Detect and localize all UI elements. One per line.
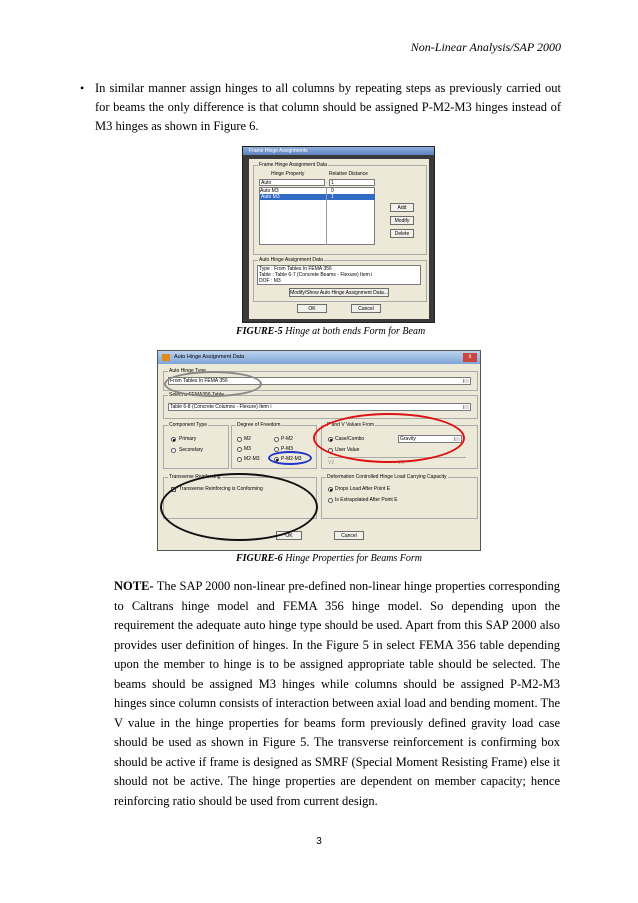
highlight-ellipse-auto-hinge xyxy=(164,371,262,397)
figure6-dialog xyxy=(157,350,481,551)
extrapolated-label: Is Extrapolated After Point E xyxy=(335,497,398,503)
bullet-text: In similar manner assign hinges to all columns by repeating steps as previously carried out for beams the only difference is that column should be assigned P-M2-M3 hinges instead of M3 hinges as shown in Figure 6. xyxy=(95,81,561,133)
delete-button[interactable]: Delete xyxy=(390,229,414,238)
dof-m3-radio[interactable] xyxy=(237,447,242,452)
hinge-assignment-group-label: Frame Hinge Assignment Data xyxy=(259,162,328,168)
dof-m2-radio[interactable] xyxy=(237,437,242,442)
hinge-row-1-distance[interactable]: 0 xyxy=(331,188,334,194)
pv-values-label: P and V Values From xyxy=(327,422,375,428)
secondary-label: Secondary xyxy=(179,447,203,453)
app-icon xyxy=(162,354,170,361)
figure5-dialog xyxy=(242,146,435,323)
info-line-dof: DOF : M3 xyxy=(259,278,281,284)
dof-pm2-label: P-M2 xyxy=(281,436,293,442)
user-value-label: User Value xyxy=(335,447,360,453)
auto-hinge-info-box xyxy=(257,265,421,285)
figure6-caption xyxy=(236,553,422,564)
primary-radio[interactable] xyxy=(171,437,176,442)
relative-distance-header: Relative Distance xyxy=(329,171,368,177)
dof-pm2-radio[interactable] xyxy=(274,437,279,442)
extrapolated-radio[interactable] xyxy=(328,498,333,503)
note-text: The SAP 2000 non-linear pre-defined non-linear hinge properties corresponding to Caltrans hinge model and FEMA 356 hinge model. So depending upon the requirement the adequate auto hinge type should be used. Apart from this SAP 2000 also provides user definition of hinges. In the Figure 5 in select FEMA 356 table depending upon the member to hinge is to be assigned appropriate table should be selected. The beams should be assigned M3 hinges while columns should be assigned P-M2-M3 hinges since column consists of interaction between axial load and bending moment. The V value in the hinge properties for beams form previously defined gravity load case should be used as shown in Figure 5. The transverse reinforcement is confirming box should be active if frame is designed as SMRF (Special Moment Resisting Frame) else it should not be active. The hinge properties are dependent on member capacity; hence reinforcing ratio should be used from current design. xyxy=(114,579,560,808)
figure6-title-bar: Auto Hinge Assignment Data xyxy=(158,351,480,364)
transverse-label: Transverse Reinforcing xyxy=(169,474,221,480)
modify-show-auto-hinge-button[interactable]: Modify/Show Auto Hinge Assignment Data... xyxy=(290,290,388,296)
figure5-title-bar: Frame Hinge Assignments xyxy=(243,147,434,155)
hinge-row-2-distance[interactable]: 1 xyxy=(331,194,334,200)
note-label: NOTE- xyxy=(114,579,154,593)
figure5-caption-text: Hinge at both ends Form for Beam xyxy=(282,326,426,337)
dof-m3-label: M3 xyxy=(244,446,251,452)
chevron-down-icon[interactable] xyxy=(463,379,469,383)
auto-hinge-type-label: Auto Hinge Type xyxy=(169,368,206,374)
chevron-down-icon[interactable] xyxy=(463,405,469,409)
fema-table-select[interactable] xyxy=(168,403,471,411)
fema-table-value: Table 6-8 (Concrete Columns - Flexure) Item i xyxy=(170,404,272,410)
secondary-radio[interactable] xyxy=(171,448,176,453)
relative-distance-input[interactable]: 1 xyxy=(329,179,375,186)
figure5-body xyxy=(249,159,429,319)
v3-label: V3 xyxy=(398,460,405,466)
dof-pm3-label: P-M3 xyxy=(281,446,293,452)
info-line-type: Type : From Tables In FEMA 356 xyxy=(259,266,332,272)
close-icon[interactable]: x xyxy=(463,353,477,362)
modify-button[interactable]: Modify xyxy=(390,216,414,225)
case-combo-value: Gravity xyxy=(400,436,416,442)
primary-label: Primary xyxy=(179,436,197,442)
ok-button[interactable]: OK xyxy=(297,304,327,313)
figure5-caption xyxy=(236,326,425,337)
drops-load-radio[interactable] xyxy=(328,487,333,492)
dof-m2-label: M2 xyxy=(244,436,251,442)
auto-hinge-data-group-label: Auto Hinge Assignment Data xyxy=(259,257,323,263)
add-button[interactable]: Add xyxy=(390,203,414,212)
component-type-label: Component Type xyxy=(169,422,207,428)
list-column-divider xyxy=(326,187,327,245)
highlight-ellipse-transverse xyxy=(160,473,318,541)
hinge-property-header: Hinge Property xyxy=(271,171,305,177)
drops-load-label: Drops Load After Point E xyxy=(335,486,391,492)
dof-pm2m3-label: P-M2-M3 xyxy=(281,456,302,462)
dof-m2m3-label: M2-M3 xyxy=(244,456,260,462)
bullet-dot-icon: • xyxy=(80,81,85,95)
fema-table-label: Select a FEMA356 Table xyxy=(169,392,224,398)
v2-label: V2 xyxy=(328,460,335,466)
hinge-property-input[interactable]: Auto xyxy=(259,179,325,186)
figure5-caption-label: FIGURE-5 xyxy=(236,326,283,337)
info-line-table: Table : Table 6-7 (Concrete Beams - Flexure) Item i xyxy=(259,272,373,278)
note-paragraph xyxy=(114,577,560,811)
cancel-button[interactable]: Cancel xyxy=(351,304,381,313)
transverse-check-label: Transverse Reinforcing is Conforming xyxy=(179,486,263,492)
hinge-row-1-property[interactable]: Auto M3 xyxy=(260,188,279,194)
running-head: Non-Linear Analysis/SAP 2000 xyxy=(410,40,561,54)
transverse-checkbox[interactable]: ✓ xyxy=(172,487,177,493)
highlight-ellipse-pm2m3 xyxy=(268,451,312,465)
figure6-caption-text: Hinge Properties for Beams Form xyxy=(282,553,423,564)
hinge-row-2-property[interactable]: Auto M3 xyxy=(261,194,280,200)
dof-m2m3-radio[interactable] xyxy=(237,457,242,462)
highlight-ellipse-pv-values xyxy=(313,413,465,463)
deform-label: Deformation Controlled Hinge Load Carrying Capacity xyxy=(327,474,447,480)
bullet-paragraph xyxy=(80,79,561,136)
case-combo-label: Case/Combo xyxy=(335,436,365,442)
auto-hinge-type-value: From Tables In FEMA 356 xyxy=(170,378,228,384)
figure6-caption-label: FIGURE-6 xyxy=(236,553,283,564)
ok-button[interactable]: OK xyxy=(276,531,302,540)
page-number: 3 xyxy=(316,836,322,847)
cancel-button[interactable]: Cancel xyxy=(334,531,364,540)
dof-label: Degree of Freedom xyxy=(237,422,281,428)
